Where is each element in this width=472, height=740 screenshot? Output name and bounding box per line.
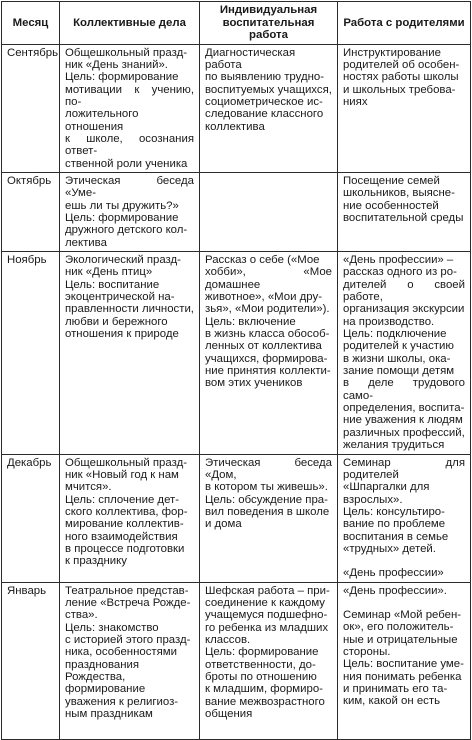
cell-text: Этическая беседа «Уме- ешь ли ты дружить?» Цель: формирование дружного детского кол- лектива: [65, 174, 194, 249]
parents-cell: [338, 454, 471, 582]
parents-cell: [338, 582, 471, 739]
collective-cell: [60, 172, 200, 251]
header-individual-text: Индивидуальная воспитательная работа: [219, 4, 318, 41]
parents-cell: [338, 252, 471, 455]
header-individual: [200, 2, 338, 45]
month-cell: Декабрь: [2, 454, 60, 582]
cell-text: Общешкольный празд- ник «День знаний». Цель: формирование мотивации к учению, по- ложительного отношения к школе, осознания ответ- ственной роли ученика: [65, 46, 194, 170]
individual-cell: [200, 44, 338, 172]
month-cell: Январь: [2, 582, 60, 739]
parents-cell: [338, 44, 471, 172]
header-collective: Коллективные дела: [60, 2, 200, 45]
cell-text: Диагностическая работа по выявлению трудно- воспитуемых учащихся, социометрическое ис- следование классного коллектива: [205, 46, 332, 133]
cell-text: «День профессии» – рассказ одного из ро- дителей о своей работе, организация экскурсии на производство. Цель: подключение родителей к участию в жизни школы, ока- зание помощи детям в деле трудового само- определения, воспита- ние уважения к людям различных профессий, желания трудиться: [343, 254, 465, 452]
header-parents: Работа с родителями: [338, 2, 471, 45]
collective-cell: [60, 582, 200, 739]
table-row: [2, 582, 471, 739]
month-cell: Октябрь: [2, 172, 60, 251]
individual-cell: [200, 582, 338, 739]
header-month: Месяц: [2, 2, 60, 45]
table-row: [2, 252, 471, 455]
work-plan-table: [1, 1, 471, 740]
cell-text: Этическая беседа «Дом, в котором ты живешь». Цель: обсуждение пра- вил поведения в школе и дома: [205, 456, 332, 531]
parents-cell: [338, 172, 471, 251]
cell-text: Инструктирование родителей об особен- ностях работы школы и школьных требова- ниях: [343, 46, 460, 108]
cell-text: Общешкольный празд- ник «Новый год к нам мчится». Цель: сплочение дет- ского коллектива, фор- мирование коллектив- ного взаимодействия в процессе подготовки к празднику: [65, 456, 188, 568]
table-row: [2, 454, 471, 582]
individual-cell: [200, 252, 338, 455]
month-cell: Сентябрь: [2, 44, 60, 172]
table-row: [2, 44, 471, 172]
cell-text: Посещение семей школьников, выясне- ние особенностей воспитательной среды: [343, 174, 464, 224]
cell-text: Театральное представ- ление «Встреча Рожде- ства». Цель: знакомство с историей этого празд- ника, особенностями празднования Рождества, формирование уважения к религиоз- ным праздникам: [65, 584, 191, 721]
collective-cell: [60, 44, 200, 172]
table-header-row: [2, 2, 471, 45]
cell-text-extra: Семинар «Мой ребен- ок», его положитель- ные и отрицательные стороны. Цель: воспитание уме- ния понимать ребенка и принимать его та- ким, какой он есть: [343, 608, 464, 708]
cell-text-extra: «День профессии»: [343, 567, 444, 580]
cell-text: Шефская работа – при- соединение к каждому учащемуся подшефно- го ребенка из младших классов. Цель: формирование ответственности, до- броты по отношению к младшим, формиро- вание межвозрастного общения: [205, 584, 330, 721]
collective-cell: [60, 252, 200, 455]
month-cell: Ноябрь: [2, 252, 60, 455]
individual-cell: [200, 454, 338, 582]
cell-text: Рассказ о себе («Мое хобби», «Мое домашнее животное», «Мои дру- зья», «Мои родители»). Цель: включение в жизнь класса обособ- ленных от коллектива учащихся, формирова- ние принятия коллекти- вом этих учеников: [205, 254, 332, 390]
cell-text: Экологический празд- ник «День птиц» Цель: воспитание экоцентрической на- правленности личности, любви и бережного отношения к природе: [65, 254, 194, 341]
cell-text: «День профессии».: [343, 584, 447, 597]
table-row: [2, 172, 471, 251]
individual-cell: [200, 172, 338, 251]
collective-cell: [60, 454, 200, 582]
cell-text: Семинар для родителей «Шпаргалки для взрослых». Цель: консультиро- вание по проблеме воспитания в семье «трудных» детей.: [343, 456, 465, 555]
